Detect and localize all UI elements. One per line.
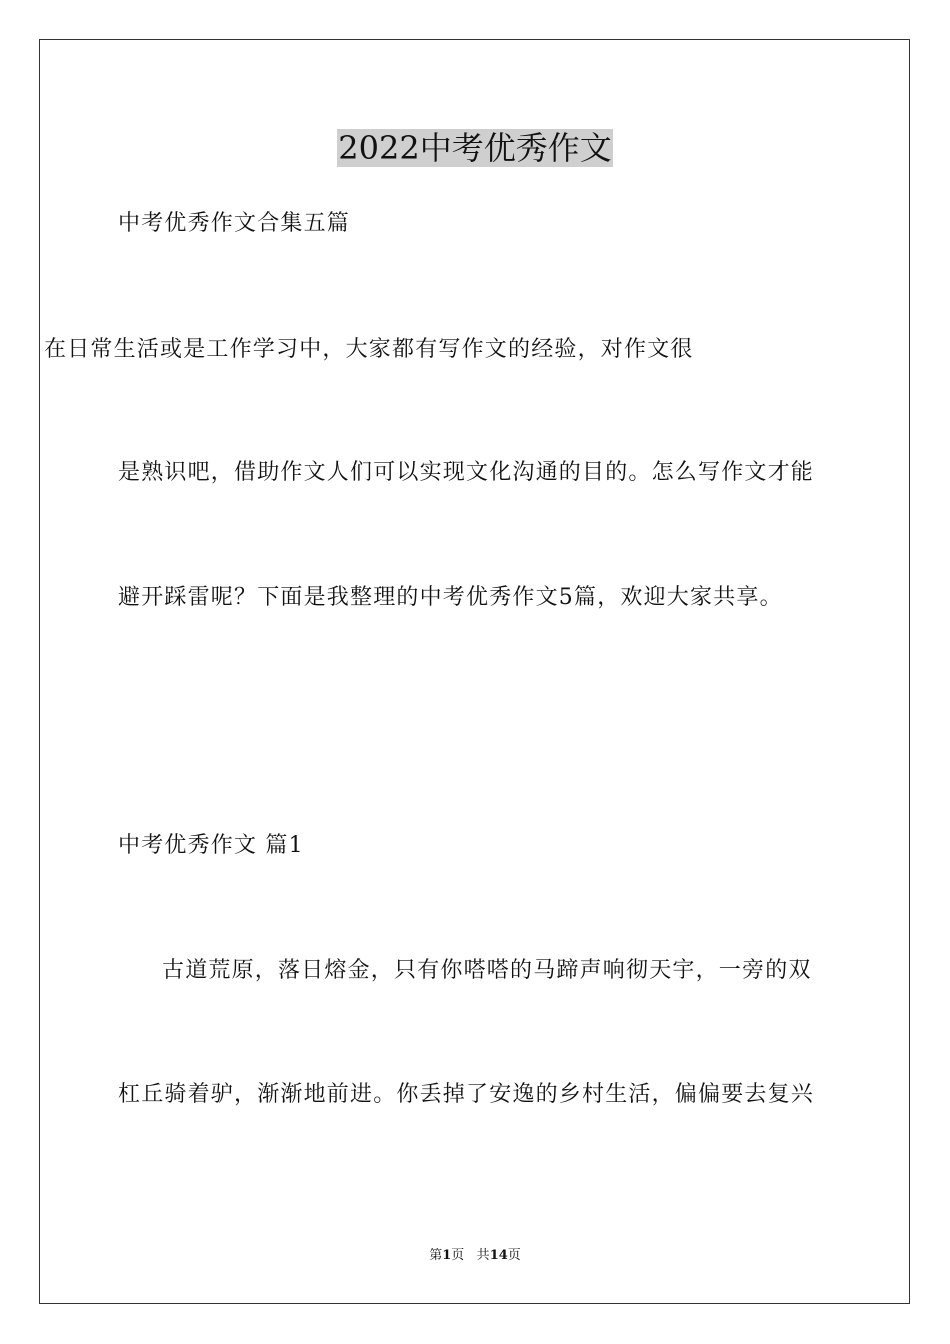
total-suffix: 页 (507, 1248, 521, 1263)
page-number: 1 (442, 1248, 452, 1263)
document-title-text: 2022中考优秀作文 (338, 129, 612, 167)
total-pages: 14 (489, 1248, 508, 1263)
essay-line-2: 杠丘骑着驴，渐渐地前进。你丢掉了安逸的乡村生活，偏偏要去复兴 (118, 1082, 815, 1107)
page-prefix: 第 (429, 1248, 443, 1263)
document-title (0, 128, 950, 168)
essay-line-1: 古道荒原，落日熔金，只有你嗒嗒的马蹄声响彻天宇，一旁的双 (162, 958, 812, 983)
page-suffix: 页 (451, 1248, 465, 1263)
section-heading: 中考优秀作文 篇1 (118, 833, 304, 858)
total-prefix: 共 (476, 1248, 490, 1263)
document-subtitle: 中考优秀作文合集五篇 (118, 211, 351, 236)
intro-line-3: 避开踩雷呢？下面是我整理的中考优秀作文5篇，欢迎大家共享。 (118, 585, 783, 610)
intro-line-1: 在日常生活或是工作学习中，大家都有写作文的经验，对作文很 (44, 337, 694, 362)
intro-line-2: 是熟识吧，借助作文人们可以实现文化沟通的目的。怎么写作文才能 (118, 460, 815, 485)
page-footer (0, 1247, 950, 1265)
